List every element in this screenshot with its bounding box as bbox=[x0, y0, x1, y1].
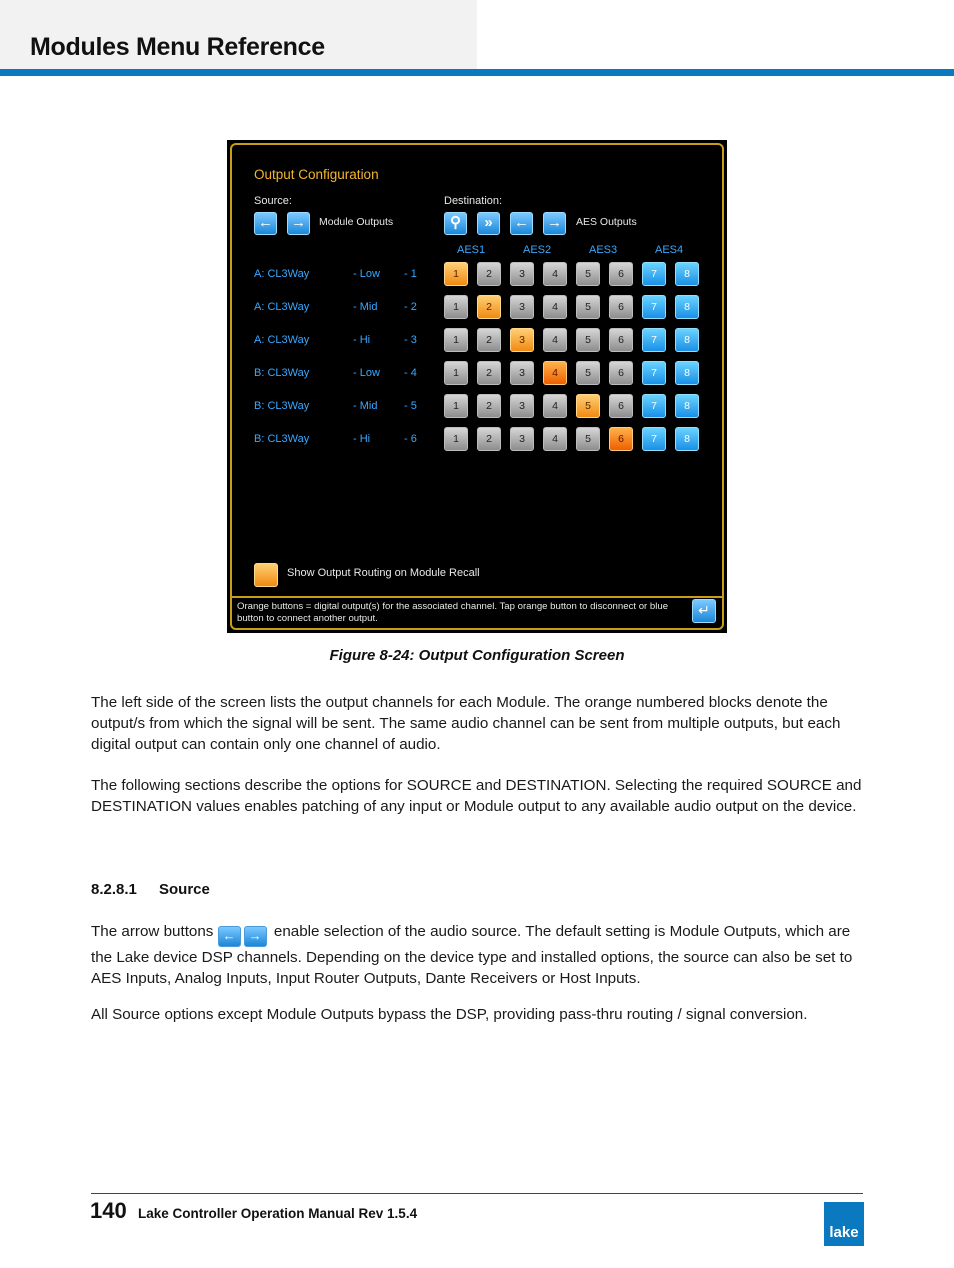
channel-number: - 2 bbox=[404, 301, 417, 313]
output-button[interactable]: 4 bbox=[543, 262, 567, 286]
output-button[interactable]: 6 bbox=[609, 262, 633, 286]
output-button[interactable]: 7 bbox=[642, 262, 666, 286]
output-button[interactable]: 4 bbox=[543, 361, 567, 385]
output-button[interactable]: 8 bbox=[675, 295, 699, 319]
paragraph: The following sections describe the options for SOURCE and DESTINATION. Selecting the required SOURCE and DESTINATION values enables patching of any input or Module output to any available audio output on the device. bbox=[91, 777, 862, 815]
section-number: 8.2.8.1 bbox=[91, 881, 137, 898]
channel-band: - Low bbox=[353, 268, 380, 280]
output-button[interactable]: 3 bbox=[510, 394, 534, 418]
lake-logo: lake bbox=[824, 1202, 864, 1246]
page-number: 140 bbox=[90, 1198, 127, 1223]
channel-band: - Mid bbox=[353, 400, 378, 412]
channel-module: B: CL3Way bbox=[254, 400, 310, 412]
output-button[interactable]: 2 bbox=[477, 262, 501, 286]
output-button[interactable]: 1 bbox=[444, 262, 468, 286]
output-button[interactable]: 8 bbox=[675, 262, 699, 286]
output-button[interactable]: 3 bbox=[510, 361, 534, 385]
output-button[interactable]: 2 bbox=[477, 361, 501, 385]
channel-band: - Hi bbox=[353, 334, 371, 346]
channel-module: A: CL3Way bbox=[254, 334, 310, 346]
arrow-right-icon[interactable]: → bbox=[287, 212, 310, 235]
output-button[interactable]: 4 bbox=[543, 427, 567, 451]
paragraph bbox=[91, 921, 866, 989]
channel-band: - Hi bbox=[353, 433, 371, 445]
output-button[interactable]: 6 bbox=[609, 361, 633, 385]
output-button[interactable]: 3 bbox=[510, 328, 534, 352]
paragraph: The left side of the screen lists the output channels for each Module. The orange numbered blocks denote the output/s from which the signal will be sent. The same audio channel can be sent from multiple outputs, but each digital output can contain only one channel of audio. bbox=[91, 694, 841, 753]
output-button[interactable]: 2 bbox=[477, 295, 501, 319]
channel-number: - 1 bbox=[404, 268, 417, 280]
output-button[interactable]: 8 bbox=[675, 394, 699, 418]
aes-header: AES1 bbox=[457, 244, 486, 256]
section-title: Source bbox=[159, 881, 210, 898]
output-button[interactable]: 1 bbox=[444, 328, 468, 352]
page-title: Modules Menu Reference bbox=[30, 33, 325, 61]
output-button[interactable]: 8 bbox=[675, 427, 699, 451]
arrow-left-icon[interactable]: ← bbox=[254, 212, 277, 235]
arrow-right-icon: → bbox=[244, 926, 267, 947]
channel-number: - 3 bbox=[404, 334, 417, 346]
paragraph-text: enable selection of the audio source. The default setting is Module Outputs, which are the Lake device DSP channels. Depending on the device type and installed options, the source can also be set to AES Inputs, Analog Inputs, Input Router Outputs, Dante Receivers or Host Inputs. bbox=[91, 923, 853, 987]
output-button[interactable]: 1 bbox=[444, 295, 468, 319]
output-button[interactable]: 1 bbox=[444, 361, 468, 385]
output-button[interactable]: 8 bbox=[675, 328, 699, 352]
channel-number: - 5 bbox=[404, 400, 417, 412]
output-button[interactable]: 1 bbox=[444, 394, 468, 418]
hint-text: Orange buttons = digital output(s) for the associated channel. Tap orange button to disconnect or blue button to connect another output. bbox=[237, 601, 669, 624]
channel-module: B: CL3Way bbox=[254, 433, 310, 445]
output-button[interactable]: 5 bbox=[576, 328, 600, 352]
output-button[interactable]: 6 bbox=[609, 295, 633, 319]
source-label: Source: bbox=[254, 195, 292, 207]
output-button[interactable]: 5 bbox=[576, 361, 600, 385]
channel-number: - 6 bbox=[404, 433, 417, 445]
output-button[interactable]: 3 bbox=[510, 262, 534, 286]
figure-caption: Figure 8-24: Output Configuration Screen bbox=[329, 647, 625, 664]
paragraph: All Source options except Module Outputs bypass the DSP, providing pass-thru routing / signal conversion. bbox=[91, 1006, 808, 1023]
output-button[interactable]: 7 bbox=[642, 394, 666, 418]
output-button[interactable]: 4 bbox=[543, 394, 567, 418]
double-arrow-right-icon[interactable]: » bbox=[477, 212, 500, 235]
section-heading bbox=[91, 881, 210, 898]
output-button[interactable]: 3 bbox=[510, 427, 534, 451]
arrow-left-icon: ← bbox=[218, 926, 241, 947]
channel-band: - Mid bbox=[353, 301, 378, 313]
output-button[interactable]: 5 bbox=[576, 262, 600, 286]
aes-header: AES3 bbox=[589, 244, 618, 256]
aes-header: AES2 bbox=[523, 244, 552, 256]
checkbox-label: Show Output Routing on Module Recall bbox=[287, 567, 480, 579]
hint-bar bbox=[230, 596, 722, 630]
output-button[interactable]: 5 bbox=[576, 295, 600, 319]
output-configuration-screenshot bbox=[227, 140, 727, 633]
output-button[interactable]: 4 bbox=[543, 328, 567, 352]
arrow-left-icon[interactable]: ← bbox=[510, 212, 533, 235]
channel-module: B: CL3Way bbox=[254, 367, 310, 379]
output-button[interactable]: 5 bbox=[576, 394, 600, 418]
output-button[interactable]: 7 bbox=[642, 295, 666, 319]
channel-number: - 4 bbox=[404, 367, 417, 379]
output-button[interactable]: 7 bbox=[642, 328, 666, 352]
show-routing-checkbox[interactable] bbox=[254, 563, 278, 587]
source-value: Module Outputs bbox=[319, 216, 394, 228]
arrow-right-icon[interactable]: → bbox=[543, 212, 566, 235]
return-icon[interactable]: ↵ bbox=[692, 599, 716, 623]
header-rule bbox=[0, 69, 954, 76]
output-button[interactable]: 6 bbox=[609, 328, 633, 352]
aes-header: AES4 bbox=[655, 244, 684, 256]
output-button[interactable]: 7 bbox=[642, 427, 666, 451]
output-button[interactable]: 6 bbox=[609, 394, 633, 418]
output-button[interactable]: 7 bbox=[642, 361, 666, 385]
output-button[interactable]: 6 bbox=[609, 427, 633, 451]
screen-title: Output Configuration bbox=[254, 167, 379, 182]
output-button[interactable]: 5 bbox=[576, 427, 600, 451]
footer-rule bbox=[91, 1193, 863, 1194]
destination-label: Destination: bbox=[444, 195, 503, 207]
footer-title: Lake Controller Operation Manual Rev 1.5.4 bbox=[138, 1206, 418, 1221]
destination-value: AES Outputs bbox=[576, 216, 637, 228]
output-button[interactable]: 1 bbox=[444, 427, 468, 451]
output-button[interactable]: 8 bbox=[675, 361, 699, 385]
output-button[interactable]: 2 bbox=[477, 394, 501, 418]
output-button[interactable]: 2 bbox=[477, 427, 501, 451]
channel-module: A: CL3Way bbox=[254, 268, 310, 280]
output-button[interactable]: 4 bbox=[543, 295, 567, 319]
output-button[interactable]: 3 bbox=[510, 295, 534, 319]
search-icon[interactable]: ⚲ bbox=[444, 212, 467, 235]
output-button[interactable]: 2 bbox=[477, 328, 501, 352]
channel-module: A: CL3Way bbox=[254, 301, 310, 313]
channel-band: - Low bbox=[353, 367, 380, 379]
paragraph-text: The arrow buttons bbox=[91, 923, 214, 940]
